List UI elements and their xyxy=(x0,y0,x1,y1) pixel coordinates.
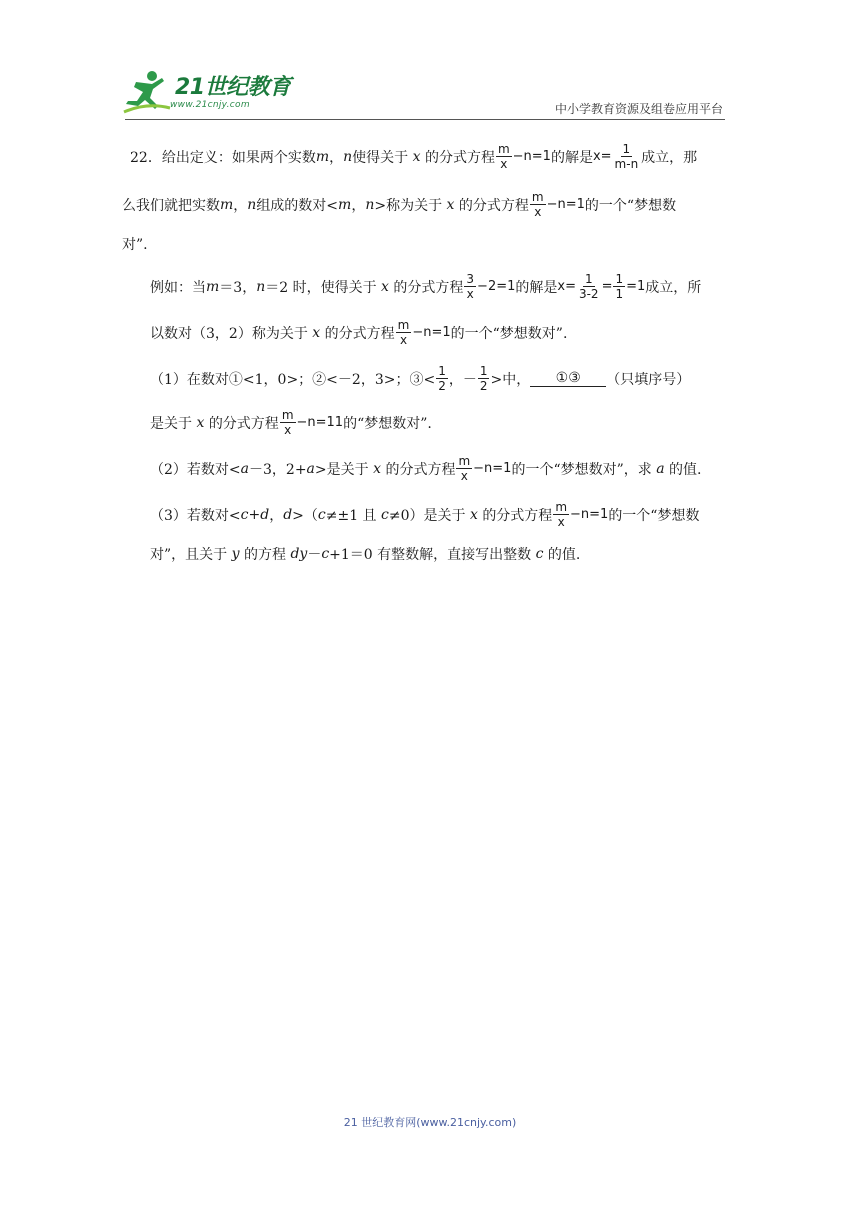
text: 是关于 xyxy=(150,415,192,432)
text: >是关于 xyxy=(314,461,369,478)
equation-part: −n=1 xyxy=(546,197,585,212)
numerator: m xyxy=(531,190,544,204)
text: ≠0）是关于 xyxy=(388,507,466,524)
fraction-1-over-m-n xyxy=(613,142,641,171)
var-a: a xyxy=(306,460,315,477)
var-x: x xyxy=(412,148,421,165)
denominator: m-n xyxy=(614,157,639,171)
text: ，－ xyxy=(448,371,477,388)
text: >中， xyxy=(490,371,531,388)
text: ， xyxy=(351,197,366,214)
text: －3，2+ xyxy=(249,461,307,478)
fraction-3-over-x xyxy=(464,272,476,301)
problem-number: 22． xyxy=(130,149,162,166)
text: 的“梦想数对”. xyxy=(343,415,432,432)
var-c: c xyxy=(317,506,326,523)
example-line-1 xyxy=(150,272,701,301)
text: + xyxy=(248,506,261,523)
fraction-m-over-x xyxy=(396,318,412,347)
var-x: x xyxy=(373,460,381,477)
text: 的一个“梦想数 xyxy=(584,197,677,214)
denominator: x xyxy=(460,469,468,483)
problem-line-2 xyxy=(122,190,676,219)
var-n: n xyxy=(256,278,266,295)
text: ≠±1 且 xyxy=(325,507,377,524)
text: ， xyxy=(269,507,284,524)
answer-blank: ①③ xyxy=(530,370,606,387)
text: 的分式方程 xyxy=(208,415,279,432)
runner-icon xyxy=(122,68,172,114)
question-2 xyxy=(150,454,702,483)
fraction-m-over-x xyxy=(456,454,472,483)
denominator: x xyxy=(534,205,542,219)
numerator: 1 xyxy=(479,364,488,378)
var-c: c xyxy=(535,546,544,562)
numerator: m xyxy=(281,408,294,422)
var-c: c xyxy=(381,506,389,523)
text: 例如：当 xyxy=(150,279,206,296)
var-x: x xyxy=(196,414,205,431)
text: 的方程 xyxy=(244,547,286,563)
var-m: m xyxy=(220,196,234,213)
numerator: m xyxy=(458,454,471,468)
text: 使得关于 xyxy=(352,149,409,166)
equation-part: −n=1 xyxy=(512,149,551,164)
text: 么我们就把实数 xyxy=(122,197,220,214)
text: 以数对（3，2）称为关于 xyxy=(150,325,308,342)
question-1-line-2 xyxy=(150,408,432,437)
text: 对”，且关于 xyxy=(150,547,228,563)
text: 的一个“梦想数对”. xyxy=(450,325,568,342)
question-1-line-1 xyxy=(150,364,690,393)
text: （只填序号） xyxy=(606,371,691,388)
question-3-line-1 xyxy=(150,500,699,529)
var-c: c xyxy=(240,506,249,523)
text: 给出定义：如果两个实数 xyxy=(161,149,316,166)
text: 的一个“梦想数对”，求 xyxy=(511,461,652,478)
text: 成立，那 xyxy=(641,149,698,166)
text: 的分式方程 xyxy=(393,279,464,296)
text: ， xyxy=(233,197,248,214)
numerator: m xyxy=(397,318,410,332)
text: ＝2 时，使得关于 xyxy=(265,279,377,296)
footer-text: 21 世纪教育网(www.21cnjy.com) xyxy=(343,1116,517,1129)
var-c: c xyxy=(321,546,330,562)
var-x: x xyxy=(381,278,389,295)
text: 组成的数对< xyxy=(256,197,339,214)
numerator: 1 xyxy=(615,272,624,286)
denominator: 2 xyxy=(438,379,446,393)
text: >称为关于 xyxy=(374,197,443,214)
text: ＝3， xyxy=(219,279,257,296)
var-m: m xyxy=(338,196,352,213)
text: － xyxy=(307,547,322,563)
text: 的值. xyxy=(547,547,581,563)
equation-part: −n=1 xyxy=(412,325,451,340)
var-a: a xyxy=(656,460,665,477)
denominator: x xyxy=(557,515,565,529)
var-m: m xyxy=(315,148,330,165)
numerator: 1 xyxy=(622,142,631,156)
numerator: 3 xyxy=(466,272,475,286)
equation-part: =1 xyxy=(626,279,646,294)
equation-part: −n=11 xyxy=(296,415,344,430)
text: 的值. xyxy=(669,461,702,478)
header-title: 中小学教育资源及组卷应用平台 xyxy=(554,102,723,116)
text: 成立，所 xyxy=(645,279,702,296)
numerator: m xyxy=(497,142,510,156)
text: （1）在数对①<1，0>；②<－2，3>；③< xyxy=(150,371,436,388)
var-y: y xyxy=(231,546,240,562)
var-d: d xyxy=(260,506,270,523)
text: 的分式方程 xyxy=(324,325,395,342)
var-n: n xyxy=(365,196,375,213)
var-n: n xyxy=(343,148,353,165)
fraction-1-over-2 xyxy=(436,364,448,393)
fraction-m-over-x xyxy=(553,500,569,529)
equation-part: x= xyxy=(557,279,576,294)
example-line-2 xyxy=(150,318,567,347)
header-divider xyxy=(125,119,725,120)
denominator: 2 xyxy=(479,379,488,393)
problem-line-1 xyxy=(130,142,697,171)
fraction-1-over-2 xyxy=(478,364,490,393)
fraction-m-over-x xyxy=(530,190,546,219)
question-3-line-2 xyxy=(150,544,580,564)
text: 的解是 xyxy=(515,279,558,296)
site-logo xyxy=(122,68,292,118)
numerator: m xyxy=(555,500,568,514)
denominator: x xyxy=(399,333,408,347)
equation-part: −n=1 xyxy=(473,461,512,476)
equation-part: −n=1 xyxy=(570,507,609,522)
problem-line-3 xyxy=(122,234,148,254)
var-a: a xyxy=(240,460,249,477)
var-x: x xyxy=(312,324,321,341)
text: 的分式方程 xyxy=(424,149,495,166)
fraction-m-over-x xyxy=(496,142,512,171)
text: （2）若数对< xyxy=(150,461,241,478)
var-dy: dy xyxy=(290,546,308,562)
denominator: x xyxy=(284,423,292,437)
text: ， xyxy=(329,149,344,166)
equation-part: x= xyxy=(592,149,612,164)
text: >（ xyxy=(292,507,318,524)
text: 的解是 xyxy=(550,149,593,166)
var-d: d xyxy=(283,506,293,523)
fraction-1-over-1 xyxy=(613,272,625,301)
text: 的分式方程 xyxy=(482,507,553,524)
logo-url: www.21cnjy.com xyxy=(170,100,250,110)
text: 对”. xyxy=(122,237,148,253)
denominator: x xyxy=(500,157,508,171)
logo-text: 21世纪教育 xyxy=(175,75,291,100)
denominator: 1 xyxy=(615,287,624,301)
var-x: x xyxy=(469,506,478,523)
text: （3）若数对< xyxy=(150,507,241,524)
text: 的分式方程 xyxy=(385,461,456,478)
text: 的分式方程 xyxy=(458,197,529,214)
denominator: x xyxy=(466,287,474,301)
text: 的一个“梦想数 xyxy=(608,507,700,524)
denominator: 3-2 xyxy=(578,287,599,301)
var-m: m xyxy=(206,278,220,295)
numerator: 1 xyxy=(584,272,593,286)
var-n: n xyxy=(247,196,257,213)
var-x: x xyxy=(446,196,455,213)
fraction-1-over-3-2 xyxy=(577,272,601,301)
equation-part: = xyxy=(601,279,613,294)
numerator: 1 xyxy=(438,364,446,378)
fraction-m-over-x xyxy=(280,408,296,437)
equation-part: −2=1 xyxy=(477,279,516,294)
text: +1＝0 有整数解，直接写出整数 xyxy=(329,547,532,563)
